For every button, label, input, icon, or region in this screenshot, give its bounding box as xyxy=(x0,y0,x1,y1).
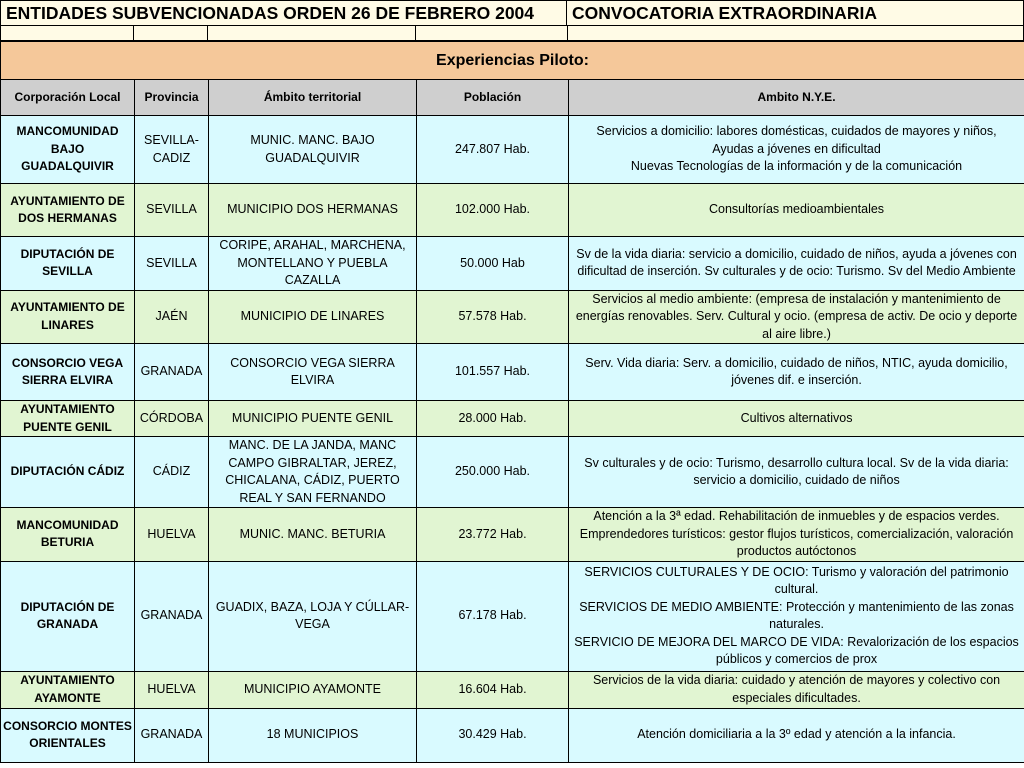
cell-ambito-nye xyxy=(569,237,1024,291)
cell-ambito: MUNICIPIO AYAMONTE xyxy=(209,671,417,708)
call-type-title: CONVOCATORIA EXTRAORDINARIA xyxy=(566,0,1024,26)
document-title: ENTIDADES SUBVENCIONADAS ORDEN 26 DE FEBRERO 2004 xyxy=(0,0,567,26)
cell-ambito: MUNICIPIO DE LINARES xyxy=(209,290,417,344)
cell-corporacion: CONSORCIO VEGA SIERRA ELVIRA xyxy=(1,344,135,401)
cell-ambito-nye xyxy=(569,561,1024,671)
cell-poblacion: 30.429 Hab. xyxy=(417,708,569,762)
cell-ambito-nye xyxy=(569,401,1024,437)
nye-line: Servicios de la vida diaria: cuidado y atención de mayores y colectivo con especiales dificultades. xyxy=(592,673,1001,705)
cell-provincia: CÁDIZ xyxy=(135,437,209,508)
table-row xyxy=(1,437,1024,508)
cell-corporacion: AYUNTAMIENTO PUENTE GENIL xyxy=(1,401,135,437)
cell-provincia: SEVILLA-CADIZ xyxy=(135,116,209,184)
cell-poblacion: 23.772 Hab. xyxy=(417,508,569,562)
table-row xyxy=(1,671,1024,708)
nye-line: Sv culturales y de ocio: Turismo, desarrollo cultura local. Sv de la vida diaria: servicio a domicilio, cuidado de niños xyxy=(584,455,1009,487)
table-row xyxy=(1,184,1024,237)
header-row xyxy=(1,80,1024,116)
cell-ambito: MUNIC. MANC. BAJO GUADALQUIVIR xyxy=(209,116,417,184)
cell-provincia: JAÉN xyxy=(135,290,209,344)
nye-line: Nuevas Tecnologías de la información y de la comunicación xyxy=(630,159,963,174)
cell-provincia: HUELVA xyxy=(135,671,209,708)
cell-poblacion: 101.557 Hab. xyxy=(417,344,569,401)
nye-line: Consultorías medioambientales xyxy=(708,202,885,217)
cell-ambito: 18 MUNICIPIOS xyxy=(209,708,417,762)
header-poblacion: Población xyxy=(417,80,569,116)
cell-poblacion: 102.000 Hab. xyxy=(417,184,569,237)
nye-line: Sv de la vida diaria: servicio a domicilio, cuidado de niños, ayuda a jóvenes con dificultad de inserción. Sv culturales y de ocio: Turismo. Sv del Medio Ambiente xyxy=(576,246,1017,279)
table-row xyxy=(1,344,1024,401)
nye-line: SERVICIOS CULTURALES Y DE OCIO: Turismo y valoración del patrimonio cultural. xyxy=(584,564,1009,596)
cell-poblacion: 16.604 Hab. xyxy=(417,671,569,708)
nye-line: Serv. Vida diaria: Serv. a domicilio, cuidado de niños, NTIC, ayuda domicilio, jóvenes dif. e inserción. xyxy=(585,355,1008,387)
nye-line: SERVICIOS DE MEDIO AMBIENTE: Protección y mantenimiento de las zonas naturales. xyxy=(579,599,1014,631)
cell-poblacion: 247.807 Hab. xyxy=(417,116,569,184)
header-provincia: Provincia xyxy=(135,80,209,116)
nye-line: Atención a la 3ª edad. Rehabilitación de inmuebles y de espacios verdes. Emprendedores turísticos: gestor flujos turísticos, comercialización, valoración productos autóctonos xyxy=(579,509,1014,558)
header-ambito-nye: Ambito N.Y.E. xyxy=(569,80,1024,116)
cell-ambito-nye xyxy=(569,344,1024,401)
spacer-cell xyxy=(0,25,134,41)
cell-ambito-nye xyxy=(569,708,1024,762)
cell-ambito-nye xyxy=(569,437,1024,508)
cell-ambito: MANC. DE LA JANDA, MANC CAMPO GIBRALTAR, JEREZ, CHICALANA, CÁDIZ, PUERTO REAL Y SAN FERNANDO xyxy=(209,437,417,508)
cell-provincia: HUELVA xyxy=(135,508,209,562)
nye-line: SERVICIO DE MEJORA DEL MARCO DE VIDA: Revalorización de los espacios públicos y comercios de prox xyxy=(574,634,1019,666)
cell-provincia: GRANADA xyxy=(135,344,209,401)
cell-ambito: MUNIC. MANC. BETURIA xyxy=(209,508,417,562)
nye-line: Ayudas a jóvenes en dificultad xyxy=(712,141,881,156)
cell-poblacion: 28.000 Hab. xyxy=(417,401,569,437)
cell-poblacion: 57.578 Hab. xyxy=(417,290,569,344)
cell-poblacion: 67.178 Hab. xyxy=(417,561,569,671)
cell-corporacion: AYUNTAMIENTO DE DOS HERMANAS xyxy=(1,184,135,237)
table-row xyxy=(1,508,1024,562)
cell-poblacion: 250.000 Hab. xyxy=(417,437,569,508)
cell-ambito-nye xyxy=(569,290,1024,344)
cell-corporacion: MANCOMUNIDAD BAJO GUADALQUIVIR xyxy=(1,116,135,184)
cell-corporacion: AYUNTAMIENTO DE LINARES xyxy=(1,290,135,344)
cell-poblacion: 50.000 Hab xyxy=(417,237,569,291)
cell-provincia: SEVILLA xyxy=(135,237,209,291)
table-row xyxy=(1,561,1024,671)
nye-line: Servicios al medio ambiente: (empresa de instalación y mantenimiento de energías renovables. Serv. Cultural y ocio. (empresa de activ. De ocio y deporte al aire libre.) xyxy=(575,291,1018,341)
cell-ambito-nye xyxy=(569,116,1024,184)
cell-ambito: CORIPE, ARAHAL, MARCHENA, MONTELLANO Y PUEBLA CAZALLA xyxy=(209,237,417,291)
spacer-cell xyxy=(567,25,1024,41)
cell-ambito: MUNICIPIO PUENTE GENIL xyxy=(209,401,417,437)
banner-title: Experiencias Piloto: xyxy=(1,42,1024,80)
cell-ambito: CONSORCIO VEGA SIERRA ELVIRA xyxy=(209,344,417,401)
cell-ambito-nye xyxy=(569,508,1024,562)
cell-ambito-nye xyxy=(569,671,1024,708)
header-corporacion: Corporación Local xyxy=(1,80,135,116)
banner-row xyxy=(1,42,1024,80)
nye-line: Atención domiciliaria a la 3º edad y atención a la infancia. xyxy=(637,727,956,742)
table-row xyxy=(1,290,1024,344)
cell-corporacion: CONSORCIO MONTES ORIENTALES xyxy=(1,708,135,762)
cell-ambito-nye xyxy=(569,184,1024,237)
table-row xyxy=(1,116,1024,184)
cell-provincia: GRANADA xyxy=(135,708,209,762)
cell-corporacion: AYUNTAMIENTO AYAMONTE xyxy=(1,671,135,708)
cell-provincia: GRANADA xyxy=(135,561,209,671)
table-row xyxy=(1,708,1024,762)
cell-ambito: MUNICIPIO DOS HERMANAS xyxy=(209,184,417,237)
table-row xyxy=(1,237,1024,291)
nye-line: Servicios a domicilio: labores domésticas, cuidados de mayores y niños, xyxy=(596,124,997,139)
cell-corporacion: MANCOMUNIDAD BETURIA xyxy=(1,508,135,562)
spacer-cell xyxy=(133,25,208,41)
cell-ambito: GUADIX, BAZA, LOJA Y CÚLLAR-VEGA xyxy=(209,561,417,671)
nye-line: Cultivos alternativos xyxy=(740,410,853,425)
cell-provincia: SEVILLA xyxy=(135,184,209,237)
cell-corporacion: DIPUTACIÓN DE GRANADA xyxy=(1,561,135,671)
cell-corporacion: DIPUTACIÓN DE SEVILLA xyxy=(1,237,135,291)
spacer-cell xyxy=(207,25,416,41)
header-ambito: Ámbito territorial xyxy=(209,80,417,116)
cell-provincia: CÓRDOBA xyxy=(135,401,209,437)
spacer-cell xyxy=(415,25,568,41)
entities-table xyxy=(0,41,1024,763)
table-row xyxy=(1,401,1024,437)
cell-corporacion: DIPUTACIÓN CÁDIZ xyxy=(1,437,135,508)
